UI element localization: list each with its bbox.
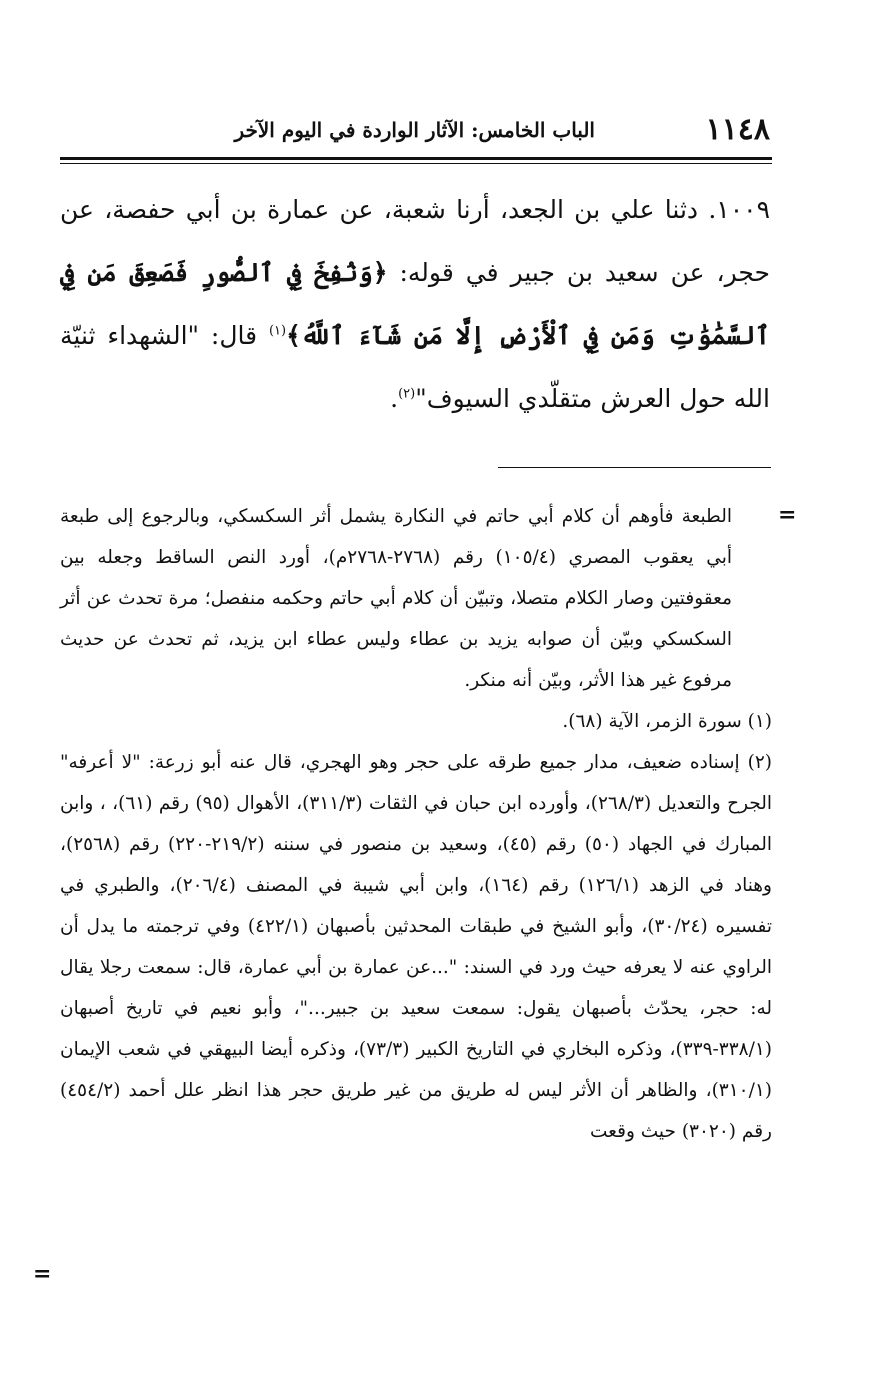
footnote-1: (١) سورة الزمر، الآية (٦٨).	[562, 711, 772, 732]
footnote-continuation: الطبعة فأوهم أن كلام أبي حاتم في النكارة يشمل أثر السكسكي، وبالرجوع إلى طبعة أبي يعقوب المصري (١٠٥/٤) رقم (٢٧٦٨-٢٧٦٨م)، أورد النص الساقط وجعله بين معقوفتين وصار الكلام متصلا، وتبيّن أن كلام أبي حاتم وحكمه منفصل؛ مرة تحدث عن أثر السكسكي وبيّن أن صوابه يزيد بن عطاء وليس عطاء ابن يزيد، ثم تحدث عن حديث مرفوع غير هذا الأثر، وبيّن أنه منكر.	[60, 506, 732, 691]
footnote-ref-2: (٢)	[398, 386, 416, 402]
continuation-mark-top: =	[778, 502, 797, 528]
isnad-text: دثنا علي بن الجعد، أرنا شعبة، عن عمارة بن أبي حفصة، عن حجر، عن سعيد بن جبير في قوله:	[60, 195, 770, 287]
footnote-2-text: إسناده ضعيف، مدار جميع طرقه على حجر وهو الهجري، قال عنه أبو زرعة: "لا أعرفه" الجرح والتعديل (٢٦٨/٣)، وأورده ابن حبان في الثقات (٣١١/٣)، الأهوال (٩٥) رقم (٦١)، ، وابن المبارك في الجهاد (٥٠) رقم (٤٥)، وسعيد بن منصور في سننه (٢١٩/٢-٢٢٠) رقم (٢٥٦٨)، وهناد في الزهد (١٢٦/١) رقم (١٦٤)، وابن أبي شيبة في المصنف (٢٠٦/٤)، والطبري في تفسيره (٣٠/٢٤)، وأبو الشيخ في طبقات المحدثين بأصبهان (٤٢٢/١) وفي ترجمته ما يدل أن الراوي عنه لا يعرفه حيث ورد في السند: "...عن عمارة بن أبي عمارة، قال: سمعت رجلا يقال له: حجر، يحدّث بأصبهان يقول: سمعت سعيد بن جبير..."، وأبو نعيم في تاريخ أصبهان (٣٣٨/١-٣٣٩)، وذكره البخاري في التاريخ الكبير (٧٣/٣)، وذكره أيضا البيهقي في شعب الإيمان (٣١٠/١)، والظاهر أن الأثر ليس له طريق من غير طريق حجر هذا انظر علل أحمد (٤٥٤/٢) رقم (٣٠٢٠) حيث وقعت	[60, 752, 773, 1142]
quran-close-bracket: ﴾	[286, 321, 301, 350]
continuation-mark-bottom: =	[33, 1261, 52, 1287]
header-rule-thick	[60, 157, 772, 160]
page-number: ١١٤٨	[705, 112, 770, 147]
narration-number: ١٠٠٩.	[708, 195, 770, 224]
main-text	[60, 178, 770, 430]
matn-text: قال: "الشهداء ثنيّة الله حول العرش متقلّدي السيوف"	[60, 321, 770, 413]
footnote-separator	[498, 467, 771, 468]
footnote-2	[60, 742, 772, 1152]
running-title: الباب الخامس: الآثار الواردة في اليوم الآخر	[234, 118, 595, 142]
footnotes	[60, 496, 772, 1152]
sentence-end: .	[390, 384, 399, 413]
header-rule-thin	[60, 163, 772, 164]
footnote-ref-1: (١)	[268, 323, 287, 339]
quran-open-bracket: ﴿	[372, 258, 388, 287]
footnote-2-number: (٢)	[747, 752, 772, 773]
page-header	[60, 112, 770, 152]
quran-verse: وَنُفِخَ فِي ٱلصُّورِ فَصَعِقَ مَن فِي ٱلسَّمَٰوَٰتِ وَمَن فِي ٱلْأَرْضِ إِلَّا مَن شَآءَ ٱللَّهُ	[60, 258, 770, 350]
narration-paragraph	[60, 178, 770, 430]
